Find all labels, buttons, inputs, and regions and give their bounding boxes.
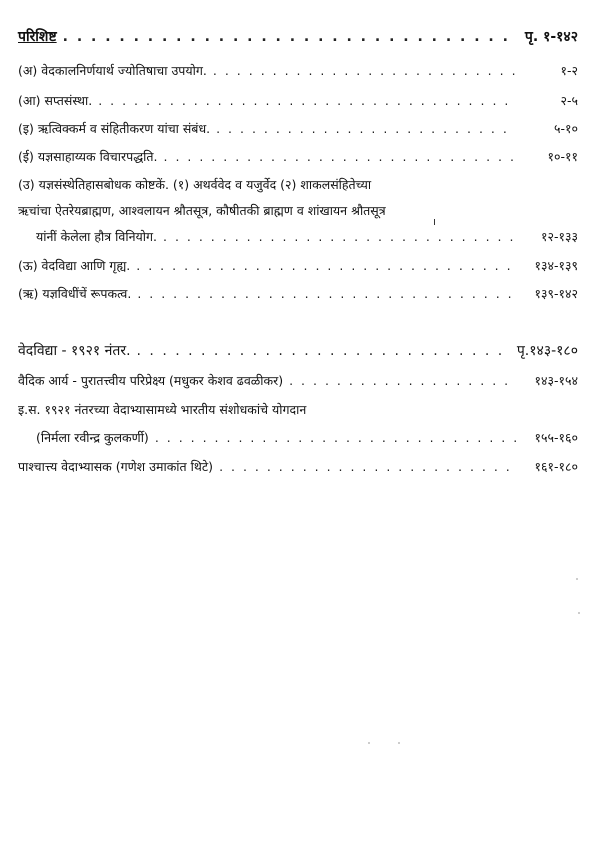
scan-speck — [578, 612, 580, 614]
entry-page-range: १३४-१३९ — [534, 258, 578, 273]
dot-leader — [155, 430, 516, 446]
entry-page-range: ५-१० — [553, 121, 578, 136]
toc-entry-ri[interactable] — [18, 286, 578, 302]
entry-page-range: १५५-१६० — [534, 430, 578, 445]
heading-page-range: पृ. १-१४२ — [524, 29, 578, 45]
toc-entry-ii[interactable] — [18, 149, 578, 165]
entry-page-range: १६१-१८० — [534, 459, 578, 474]
toc-entry-u-line1: (उ) यज्ञसंस्थेतिहासबोधक कोष्टकें. (१) अथर्ववेद व यजुर्वेद (२) शाकलसंहितेच्या — [18, 177, 372, 192]
dot-leader — [289, 373, 516, 389]
entry-label: (अ) वेदकालनिर्णयार्थ ज्योतिषाचा उपयोग. — [18, 63, 207, 78]
entry-label: (इ) ऋत्विक्कर्म व संहितीकरण यांचा संबंध. — [18, 121, 211, 136]
dot-leader — [137, 343, 511, 359]
dot-leader — [163, 229, 516, 245]
dot-leader — [136, 258, 516, 274]
dot-leader — [98, 93, 516, 109]
entry-label: (ऊ) वेदविद्या आणि गृह्य. — [18, 258, 131, 273]
heading-label: वेदविद्या - १९२१ नंतर. — [18, 343, 131, 359]
entry-label: (निर्मला रवीन्द्र कुलकर्णी) — [36, 430, 149, 445]
entry-label: पाश्चात्त्य वेदाभ्यासक (गणेश उमाकांत थिटे) — [18, 459, 214, 474]
toc-entry-u[interactable] — [36, 229, 578, 245]
entry-label: वैदिक आर्य - पुरातत्त्वीय परिप्रेक्ष्य (मधुकर केशव ढवळीकर) — [18, 373, 284, 388]
toc-entry-contribution-line1: इ.स. १९२१ नंतरच्या वेदाभ्यासामध्ये भारतीय संशोधकांचे योगदान — [18, 402, 307, 417]
toc-entry-i[interactable] — [18, 121, 578, 137]
entry-label: (आ) सप्तसंस्था. — [18, 93, 93, 108]
entry-page-range: १०-११ — [547, 149, 578, 164]
toc-heading-appendix[interactable] — [18, 29, 578, 45]
dot-leader — [63, 29, 516, 45]
toc-entry-a[interactable] — [18, 63, 578, 79]
dot-leader — [216, 121, 516, 137]
toc-entry-western-scholars[interactable] — [18, 459, 578, 475]
dot-leader — [137, 286, 516, 302]
scan-speck — [576, 578, 578, 580]
scan-speck — [368, 742, 370, 744]
dot-leader — [164, 149, 516, 165]
entry-page-range: १२-१३३ — [540, 229, 578, 244]
toc-entry-u-line2: ऋचांचा ऐतरेयब्राह्मण, आश्वलायन श्रौतसूत्र, कौषीतकी ब्राह्मण व शांखायन श्रौतसूत्र — [18, 203, 386, 218]
entry-label: यांनीं केलेला हौत्र विनियोग. — [36, 229, 158, 244]
scan-speck — [398, 742, 400, 744]
entry-page-range: २-५ — [560, 93, 578, 108]
dot-leader — [219, 459, 516, 475]
heading-page-range: पृ.१४३-१८० — [516, 343, 578, 359]
toc-heading-vedavidya[interactable] — [18, 343, 578, 359]
entry-page-range: १४३-१५४ — [534, 373, 578, 388]
entry-page-range: १३९-१४२ — [534, 286, 578, 301]
ink-tick-mark — [434, 219, 435, 225]
heading-label: परिशिष्ट — [18, 29, 57, 45]
entry-label: (ई) यज्ञसाहाय्यक विचारपद्धति. — [18, 149, 158, 164]
entry-label: (ऋ) यज्ञविधींचें रूपकत्व. — [18, 286, 132, 301]
entry-page-range: १-२ — [560, 63, 578, 78]
toc-entry-aa[interactable] — [18, 93, 578, 109]
toc-entry-uu[interactable] — [18, 258, 578, 274]
toc-entry-contribution[interactable] — [36, 430, 578, 446]
toc-entry-vaidik-arya[interactable] — [18, 373, 578, 389]
dot-leader — [213, 63, 516, 79]
